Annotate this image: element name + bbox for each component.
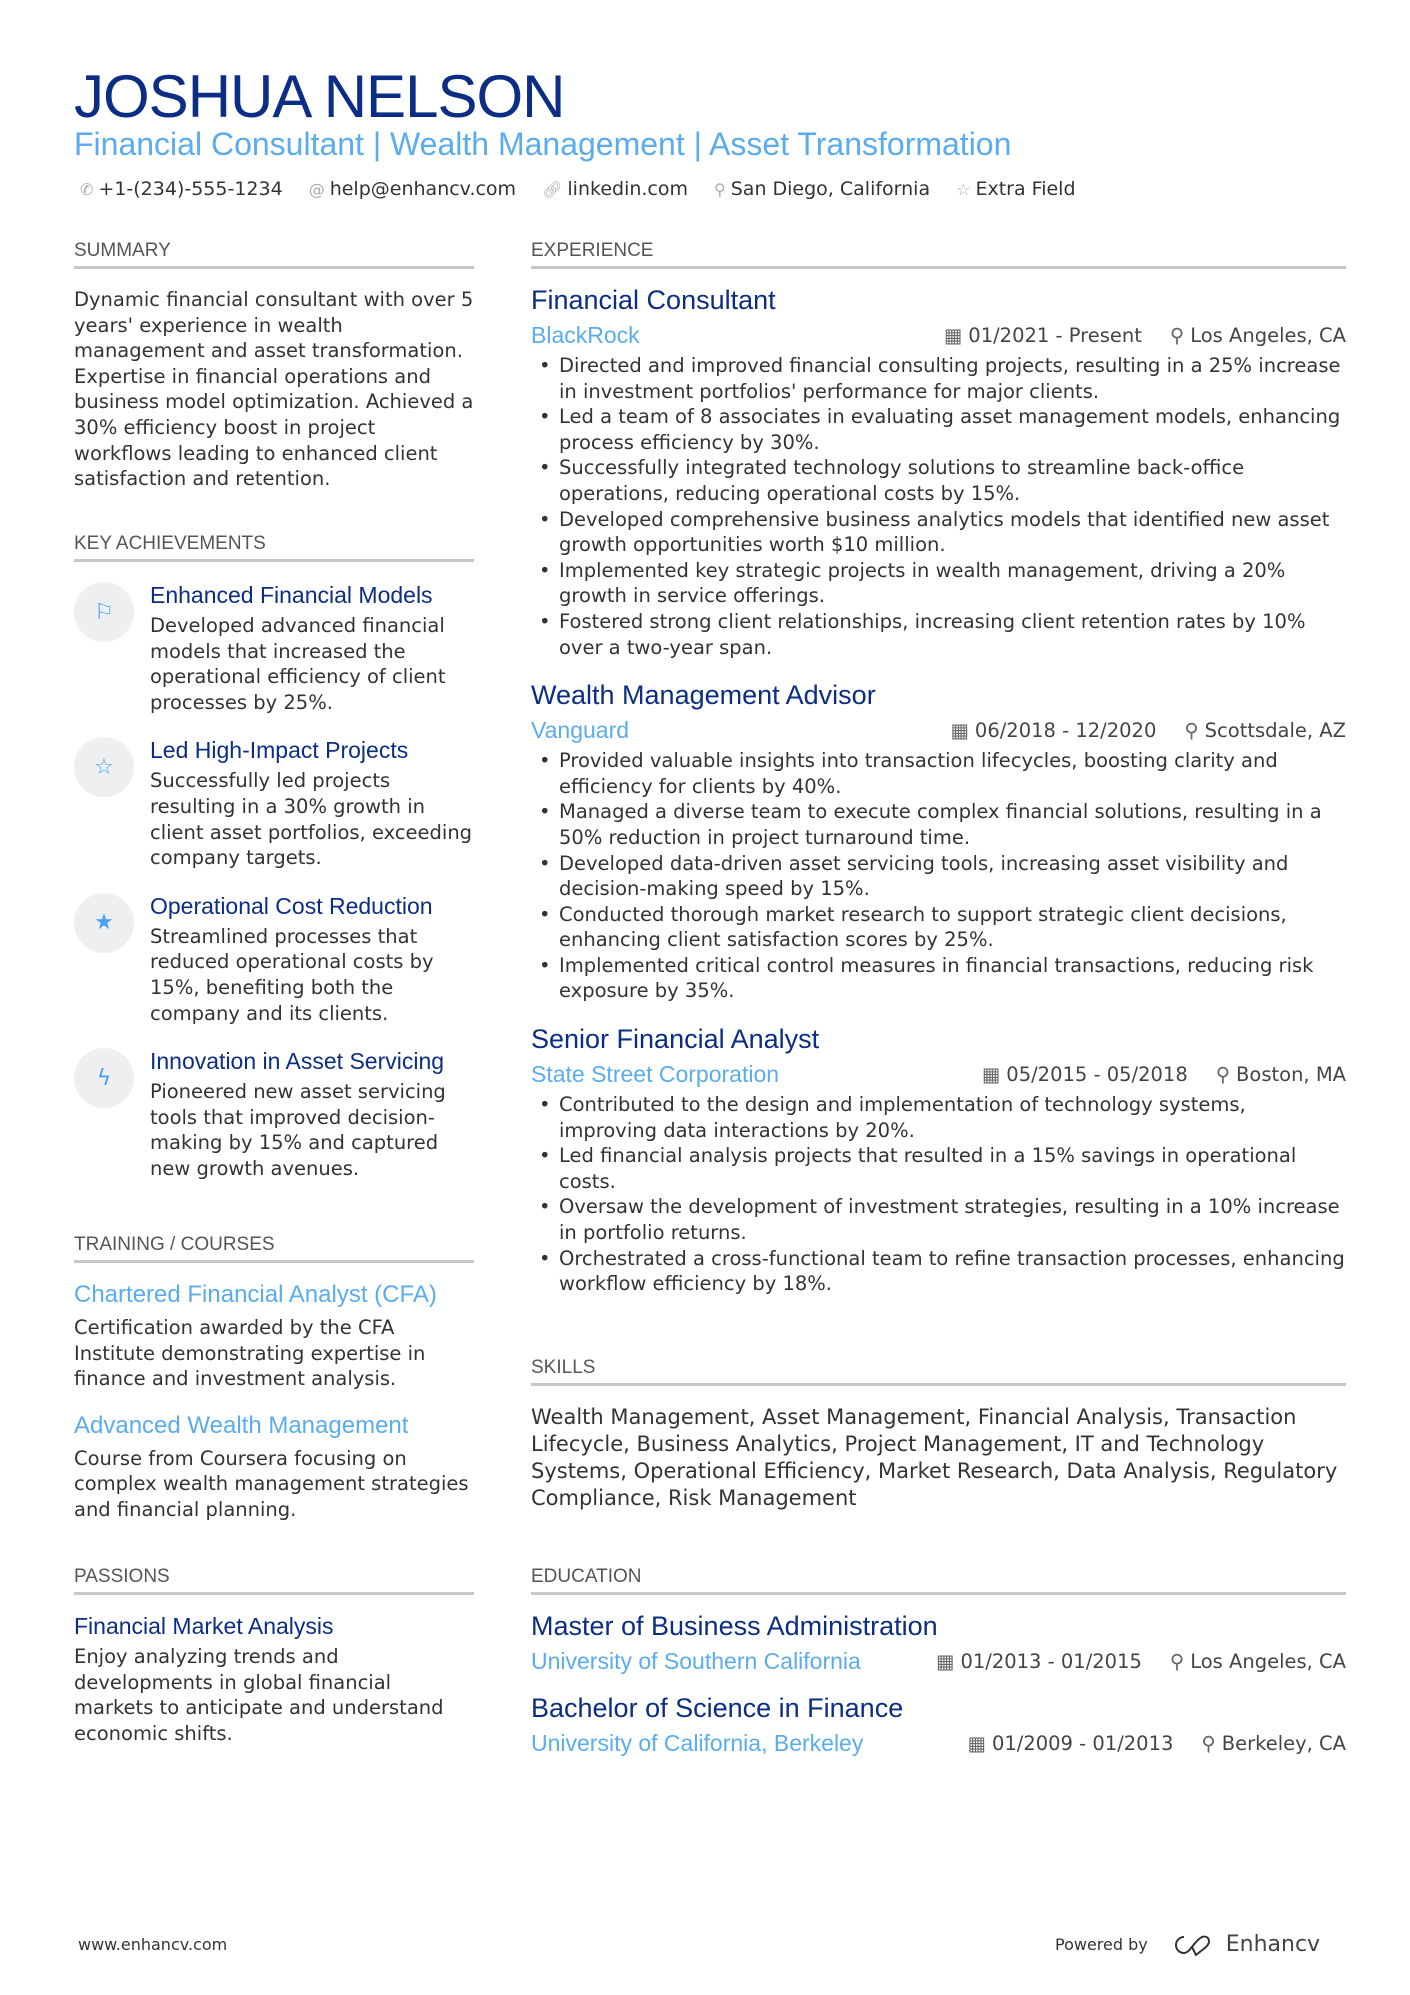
footer-branding bbox=[1055, 1932, 1320, 1957]
contact-phone[interactable] bbox=[80, 178, 283, 200]
passion-title: Financial Market Analysis bbox=[74, 1613, 334, 1639]
job-bullet: • Developed data-driven asset servicing tools, increasing asset visibility and decision-making speed by 15%. bbox=[531, 851, 1346, 902]
job-bullet: • Contributed to the design and implementation of technology systems, improving data interactions by 20%. bbox=[531, 1092, 1346, 1143]
job-dates: 01/2021 - Present bbox=[968, 324, 1142, 347]
contact-bar bbox=[80, 178, 1076, 200]
candidate-name: JOSHUA NELSON bbox=[74, 63, 565, 130]
achievement-text: Streamlined processes that reduced operational costs by 15%, benefiting both the company and its clients. bbox=[150, 924, 434, 1025]
flag-icon: ⚐ bbox=[74, 582, 134, 642]
experience-section bbox=[531, 240, 1346, 1297]
company-name: BlackRock bbox=[531, 322, 640, 348]
passion-text: Enjoy analyzing trends and developments in global financial markets to anticipate and understand economic shifts. bbox=[74, 1645, 444, 1745]
location-icon: ⚲ bbox=[1169, 324, 1185, 347]
achievement-title: Enhanced Financial Models bbox=[150, 582, 433, 608]
job-bullet: • Successfully integrated technology solutions to streamline back-office operations, reducing operational costs by 15%. bbox=[531, 455, 1346, 506]
footer-website[interactable]: www.enhancv.com bbox=[78, 1935, 228, 1954]
brand-name: Enhancv bbox=[1225, 1932, 1321, 1957]
achievement-item bbox=[74, 893, 474, 1026]
job-title: Senior Financial Analyst bbox=[531, 1024, 820, 1055]
calendar-icon: ▦ bbox=[936, 1650, 955, 1673]
education-entry bbox=[531, 1611, 1346, 1675]
school-name: University of Southern California bbox=[531, 1648, 861, 1674]
passions-section bbox=[74, 1566, 474, 1746]
achievement-text: Pioneered new asset servicing tools that improved decision-making by 15% and captured new growth avenues. bbox=[150, 1080, 446, 1180]
job-bullet: • Directed and improved financial consulting projects, resulting in a 25% increase in investment portfolios' performance for major clients. bbox=[531, 353, 1346, 404]
job-bullet: • Led a team of 8 associates in evaluating asset management models, enhancing process efficiency by 30%. bbox=[531, 404, 1346, 455]
candidate-title: Financial Consultant | Wealth Management | Asset Transformation bbox=[74, 126, 1012, 162]
enhancv-logo-icon bbox=[1170, 1933, 1216, 1957]
job-bullet: • Provided valuable insights into transaction lifecycles, boosting clarity and efficiency for clients by 40%. bbox=[531, 748, 1346, 799]
education-location: Berkeley, CA bbox=[1221, 1732, 1346, 1755]
location-icon: ⚲ bbox=[714, 180, 726, 199]
calendar-icon: ▦ bbox=[981, 1063, 1001, 1087]
job-entry bbox=[531, 285, 1346, 660]
job-bullet: • Led financial analysis projects that resulted in a 15% savings in operational costs. bbox=[531, 1143, 1346, 1194]
achievement-item bbox=[74, 737, 474, 870]
job-bullet: • Oversaw the development of investment strategies, resulting in a 10% increase in portfolio returns. bbox=[531, 1194, 1346, 1245]
job-bullet: • Developed comprehensive business analytics models that identified new asset growth opportunities worth $10 million. bbox=[531, 507, 1346, 558]
star-icon: ★ bbox=[74, 893, 134, 953]
education-dates: 01/2009 - 01/2013 bbox=[991, 1732, 1174, 1755]
job-bullet: • Fostered strong client relationships, increasing client retention rates by 10% over a two-year span. bbox=[531, 609, 1346, 660]
contact-email[interactable] bbox=[309, 178, 516, 200]
job-bullet: • Managed a diverse team to execute complex financial solutions, resulting in a 50% reduction in project turnaround time. bbox=[531, 799, 1346, 850]
achievement-text: Successfully led projects resulting in a 30% growth in client asset portfolios, exceeding company targets. bbox=[150, 769, 473, 870]
degree-title: Master of Business Administration bbox=[531, 1611, 938, 1641]
contact-extra bbox=[956, 178, 1075, 200]
summary-section bbox=[74, 240, 474, 492]
job-bullet: • Implemented key strategic projects in wealth management, driving a 20% growth in service offerings. bbox=[531, 558, 1346, 609]
training-section bbox=[74, 1234, 474, 1523]
education-location: Los Angeles, CA bbox=[1190, 1650, 1346, 1673]
job-dates: 05/2015 - 05/2018 bbox=[1006, 1063, 1188, 1087]
section-heading: EDUCATION bbox=[531, 1566, 1346, 1595]
job-entry bbox=[531, 1024, 1346, 1297]
school-name: University of California, Berkeley bbox=[531, 1730, 864, 1756]
skills-text: Wealth Management, Asset Management, Financial Analysis, Transaction Lifecycle, Business Analytics, Project Management, IT and Technology Systems, Operational Efficiency, Market Research, Data Analysis, Regulatory Compliance, Risk Management bbox=[531, 1405, 1338, 1510]
calendar-icon: ▦ bbox=[950, 719, 969, 743]
degree-title: Bachelor of Science in Finance bbox=[531, 1693, 904, 1723]
calendar-icon: ▦ bbox=[943, 324, 963, 347]
job-entry bbox=[531, 680, 1346, 1004]
calendar-icon: ▦ bbox=[967, 1732, 986, 1755]
email-text: help@enhancv.com bbox=[329, 178, 517, 200]
job-title: Financial Consultant bbox=[531, 285, 776, 315]
link-icon: 🔗︎ bbox=[542, 180, 563, 199]
contact-linkedin[interactable] bbox=[542, 178, 688, 200]
location-text: San Diego, California bbox=[730, 178, 931, 200]
powered-by-text: Powered by bbox=[1055, 1935, 1148, 1954]
job-location: Scottsdale, AZ bbox=[1204, 719, 1346, 743]
section-heading: SUMMARY bbox=[74, 240, 474, 269]
achievements-section bbox=[74, 533, 474, 1204]
job-bullet: • Implemented critical control measures in financial transactions, reducing risk exposure by 35%. bbox=[531, 953, 1346, 1004]
summary-text: Dynamic financial consultant with over 5 years' experience in wealth management and asset transformation. Expertise in financial operations and business model optimization. Achieved a 30% efficiency boost in project workflows leading to enhanced client satisfaction and retention. bbox=[74, 288, 474, 491]
extra-text: Extra Field bbox=[975, 178, 1076, 200]
contact-location bbox=[714, 178, 930, 200]
section-heading: PASSIONS bbox=[74, 1566, 474, 1595]
job-location: Los Angeles, CA bbox=[1190, 324, 1346, 347]
section-heading: EXPERIENCE bbox=[531, 240, 1346, 269]
section-heading: KEY ACHIEVEMENTS bbox=[74, 533, 474, 562]
job-title: Wealth Management Advisor bbox=[531, 680, 876, 711]
education-dates: 01/2013 - 01/2015 bbox=[960, 1650, 1142, 1673]
achievement-item bbox=[74, 1048, 474, 1181]
bolt-icon: ϟ bbox=[74, 1048, 134, 1108]
achievement-title: Operational Cost Reduction bbox=[150, 892, 433, 919]
location-icon: ⚲ bbox=[1169, 1650, 1185, 1673]
education-entry bbox=[531, 1693, 1346, 1757]
at-icon: @ bbox=[308, 180, 325, 199]
star-icon: ☆ bbox=[956, 180, 971, 199]
company-name: Vanguard bbox=[531, 717, 630, 744]
achievement-title: Led High-Impact Projects bbox=[150, 737, 409, 764]
course-text: Certification awarded by the CFA Institute demonstrating expertise in finance and investment analysis. bbox=[74, 1316, 426, 1391]
star-half-icon: ☆ bbox=[74, 737, 134, 797]
course-text: Course from Coursera focusing on complex wealth management strategies and financial planning. bbox=[74, 1446, 469, 1521]
phone-text: +1-(234)-555-1234 bbox=[98, 178, 283, 200]
location-icon: ⚲ bbox=[1184, 719, 1199, 743]
linkedin-text: linkedin.com bbox=[567, 178, 689, 200]
section-heading: SKILLS bbox=[531, 1357, 1346, 1386]
achievement-title: Innovation in Asset Servicing bbox=[150, 1048, 445, 1075]
location-icon: ⚲ bbox=[1215, 1063, 1231, 1087]
location-icon: ⚲ bbox=[1201, 1732, 1216, 1755]
course-title: Chartered Financial Analyst (CFA) bbox=[74, 1281, 437, 1308]
education-section bbox=[531, 1566, 1346, 1775]
skills-section bbox=[531, 1357, 1346, 1512]
achievement-item bbox=[74, 582, 474, 715]
job-bullet: • Conducted thorough market research to support strategic client decisions, enhancing client satisfaction scores by 25%. bbox=[531, 902, 1346, 953]
achievement-text: Developed advanced financial models that increased the operational efficiency of client processes by 25%. bbox=[150, 614, 446, 714]
section-heading: TRAINING / COURSES bbox=[74, 1234, 474, 1263]
job-location: Boston, MA bbox=[1236, 1063, 1346, 1087]
job-dates: 06/2018 - 12/2020 bbox=[974, 719, 1157, 743]
job-bullet: • Orchestrated a cross-functional team to refine transaction processes, enhancing workflow efficiency by 18%. bbox=[531, 1246, 1346, 1297]
phone-icon: ✆ bbox=[80, 180, 94, 199]
company-name: State Street Corporation bbox=[531, 1061, 780, 1088]
course-title: Advanced Wealth Management bbox=[74, 1411, 409, 1439]
